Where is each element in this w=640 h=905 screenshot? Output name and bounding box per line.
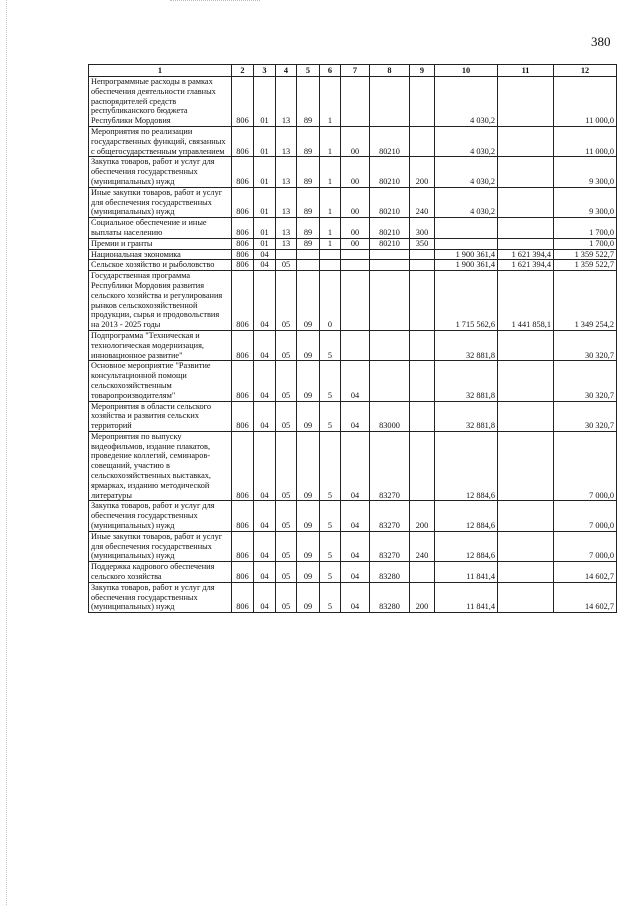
amount-col12-cell: 7 000,0 xyxy=(554,431,617,501)
table-row xyxy=(89,271,617,331)
activity-code-cell: 00 xyxy=(341,238,370,249)
direction-code-cell xyxy=(370,77,410,127)
direction-code-cell: 83280 xyxy=(370,582,410,612)
subprogram-code-cell: 5 xyxy=(320,401,341,431)
expense-type-cell xyxy=(410,330,435,360)
amount-col12-cell: 1 700,0 xyxy=(554,238,617,249)
row-name-cell: Закупка товаров, работ и услуг для обеспечения государственных (муниципальных) нужд xyxy=(89,501,232,531)
section-code-cell: 04 xyxy=(254,501,276,531)
column-header: 8 xyxy=(370,65,410,77)
activity-code-cell: 04 xyxy=(341,531,370,561)
activity-code-cell: 00 xyxy=(341,187,370,217)
direction-code-cell: 80210 xyxy=(370,238,410,249)
chapter-code-cell: 806 xyxy=(232,330,254,360)
program-code-cell xyxy=(297,260,320,271)
scan-edge-mark xyxy=(6,0,7,905)
chapter-code-cell: 806 xyxy=(232,260,254,271)
expense-type-cell xyxy=(410,260,435,271)
program-code-cell: 09 xyxy=(297,431,320,501)
section-code-cell: 04 xyxy=(254,249,276,260)
table-row xyxy=(89,330,617,360)
row-name-cell: Закупка товаров, работ и услуг для обеспечения государственных (муниципальных) нужд xyxy=(89,157,232,187)
amount-col10-cell: 32 881,8 xyxy=(435,361,498,401)
row-name-cell: Мероприятия по выпуску видеофильмов, издание плакатов, проведение коллегий, семинаров-совещаний, участию в сельскохозяйственных выставках, ярмарках, изданию методической литературы xyxy=(89,431,232,501)
activity-code-cell: 04 xyxy=(341,582,370,612)
amount-col11-cell xyxy=(498,238,554,249)
amount-col11-cell xyxy=(498,157,554,187)
expense-type-cell: 240 xyxy=(410,531,435,561)
activity-code-cell: 04 xyxy=(341,361,370,401)
amount-col12-cell: 1 349 254,2 xyxy=(554,271,617,331)
amount-col12-cell: 9 300,0 xyxy=(554,187,617,217)
subprogram-code-cell: 1 xyxy=(320,218,341,239)
table-row xyxy=(89,531,617,561)
table-row xyxy=(89,126,617,156)
table-row xyxy=(89,562,617,583)
amount-col10-cell xyxy=(435,238,498,249)
program-code-cell: 89 xyxy=(297,218,320,239)
amount-col11-cell: 1 621 394,4 xyxy=(498,260,554,271)
direction-code-cell: 83280 xyxy=(370,562,410,583)
direction-code-cell xyxy=(370,260,410,271)
section-code-cell: 04 xyxy=(254,271,276,331)
program-code-cell: 09 xyxy=(297,361,320,401)
program-code-cell: 89 xyxy=(297,157,320,187)
amount-col10-cell: 12 884,6 xyxy=(435,431,498,501)
direction-code-cell: 80210 xyxy=(370,218,410,239)
amount-col12-cell: 7 000,0 xyxy=(554,531,617,561)
amount-col12-cell: 9 300,0 xyxy=(554,157,617,187)
amount-col10-cell: 12 884,6 xyxy=(435,501,498,531)
subprogram-code-cell: 5 xyxy=(320,531,341,561)
subprogram-code-cell: 5 xyxy=(320,582,341,612)
chapter-code-cell: 806 xyxy=(232,401,254,431)
amount-col12-cell: 11 000,0 xyxy=(554,126,617,156)
row-name-cell: Мероприятия в области сельского хозяйства и развития сельских территорий xyxy=(89,401,232,431)
activity-code-cell: 00 xyxy=(341,157,370,187)
amount-col11-cell xyxy=(498,218,554,239)
amount-col12-cell: 1 359 522,7 xyxy=(554,249,617,260)
table-row xyxy=(89,218,617,239)
row-name-cell: Социальное обеспечение и иные выплаты населению xyxy=(89,218,232,239)
row-name-cell: Национальная экономика xyxy=(89,249,232,260)
subsection-code-cell: 13 xyxy=(276,238,297,249)
program-code-cell: 09 xyxy=(297,401,320,431)
row-name-cell: Премии и гранты xyxy=(89,238,232,249)
program-code-cell: 09 xyxy=(297,562,320,583)
section-code-cell: 04 xyxy=(254,582,276,612)
table-row xyxy=(89,361,617,401)
amount-col11-cell: 1 621 394,4 xyxy=(498,249,554,260)
row-name-cell: Поддержка кадрового обеспечения сельского хозяйства xyxy=(89,562,232,583)
table-row xyxy=(89,401,617,431)
subsection-code-cell: 13 xyxy=(276,77,297,127)
row-name-cell: Иные закупки товаров, работ и услуг для обеспечения государственных (муниципальных) нужд xyxy=(89,187,232,217)
activity-code-cell: 00 xyxy=(341,126,370,156)
row-name-cell: Государственная программа Республики Мордовия развития сельского хозяйства и регулирования рынков сельскохозяйственной продукции, сырья и продовольствия на 2013 - 2025 годы xyxy=(89,271,232,331)
activity-code-cell: 00 xyxy=(341,218,370,239)
subprogram-code-cell: 5 xyxy=(320,431,341,501)
row-name-cell: Основное мероприятие "Развитие консультационной помощи сельскохозяйственным товаропроизводителям" xyxy=(89,361,232,401)
row-name-cell: Подпрограмма "Техническая и технологическая модернизация, инновационное развитие" xyxy=(89,330,232,360)
program-code-cell: 89 xyxy=(297,77,320,127)
direction-code-cell xyxy=(370,330,410,360)
row-name-cell: Непрограммные расходы в рамках обеспечения деятельности главных распорядителей средств республиканского бюджета Республики Мордовия xyxy=(89,77,232,127)
row-name-cell: Закупка товаров, работ и услуг для обеспечения государственных (муниципальных) нужд xyxy=(89,582,232,612)
direction-code-cell: 80210 xyxy=(370,157,410,187)
amount-col11-cell: 1 441 858,1 xyxy=(498,271,554,331)
amount-col11-cell xyxy=(498,187,554,217)
subprogram-code-cell: 1 xyxy=(320,157,341,187)
amount-col11-cell xyxy=(498,582,554,612)
table-header-row xyxy=(89,65,617,77)
activity-code-cell xyxy=(341,271,370,331)
table-row xyxy=(89,582,617,612)
amount-col10-cell: 4 030,2 xyxy=(435,77,498,127)
expense-type-cell xyxy=(410,562,435,583)
amount-col10-cell: 4 030,2 xyxy=(435,157,498,187)
amount-col11-cell xyxy=(498,501,554,531)
amount-col10-cell: 11 841,4 xyxy=(435,562,498,583)
section-code-cell: 01 xyxy=(254,77,276,127)
program-code-cell: 89 xyxy=(297,238,320,249)
chapter-code-cell: 806 xyxy=(232,431,254,501)
chapter-code-cell: 806 xyxy=(232,126,254,156)
row-name-cell: Мероприятия по реализации государственных функций, связанных с общегосударственным управлением xyxy=(89,126,232,156)
subprogram-code-cell: 5 xyxy=(320,330,341,360)
expense-type-cell: 200 xyxy=(410,582,435,612)
amount-col10-cell: 4 030,2 xyxy=(435,126,498,156)
chapter-code-cell: 806 xyxy=(232,501,254,531)
column-header: 12 xyxy=(554,65,617,77)
direction-code-cell: 80210 xyxy=(370,126,410,156)
table-row xyxy=(89,431,617,501)
table-row xyxy=(89,77,617,127)
section-code-cell: 01 xyxy=(254,157,276,187)
amount-col10-cell: 12 884,6 xyxy=(435,531,498,561)
amount-col12-cell: 1 700,0 xyxy=(554,218,617,239)
direction-code-cell: 83270 xyxy=(370,431,410,501)
expense-type-cell: 350 xyxy=(410,238,435,249)
section-code-cell: 04 xyxy=(254,562,276,583)
subsection-code-cell: 13 xyxy=(276,157,297,187)
amount-col11-cell xyxy=(498,431,554,501)
amount-col12-cell: 14 602,7 xyxy=(554,582,617,612)
column-header: 7 xyxy=(341,65,370,77)
table-row xyxy=(89,157,617,187)
program-code-cell: 09 xyxy=(297,531,320,561)
amount-col11-cell xyxy=(498,401,554,431)
activity-code-cell xyxy=(341,77,370,127)
subsection-code-cell: 05 xyxy=(276,260,297,271)
chapter-code-cell: 806 xyxy=(232,271,254,331)
expense-type-cell: 300 xyxy=(410,218,435,239)
subsection-code-cell: 05 xyxy=(276,401,297,431)
subprogram-code-cell: 5 xyxy=(320,501,341,531)
amount-col10-cell: 4 030,2 xyxy=(435,187,498,217)
amount-col12-cell: 11 000,0 xyxy=(554,77,617,127)
amount-col11-cell xyxy=(498,330,554,360)
chapter-code-cell: 806 xyxy=(232,562,254,583)
subsection-code-cell: 13 xyxy=(276,126,297,156)
expense-type-cell xyxy=(410,401,435,431)
subsection-code-cell: 05 xyxy=(276,582,297,612)
expense-type-cell xyxy=(410,431,435,501)
column-header: 1 xyxy=(89,65,232,77)
direction-code-cell xyxy=(370,249,410,260)
program-code-cell: 09 xyxy=(297,271,320,331)
table-row xyxy=(89,249,617,260)
activity-code-cell: 04 xyxy=(341,401,370,431)
amount-col10-cell: 1 715 562,6 xyxy=(435,271,498,331)
subprogram-code-cell: 1 xyxy=(320,238,341,249)
subprogram-code-cell: 1 xyxy=(320,187,341,217)
amount-col10-cell xyxy=(435,218,498,239)
chapter-code-cell: 806 xyxy=(232,77,254,127)
direction-code-cell: 83270 xyxy=(370,531,410,561)
subprogram-code-cell: 1 xyxy=(320,126,341,156)
amount-col10-cell: 11 841,4 xyxy=(435,582,498,612)
program-code-cell: 89 xyxy=(297,126,320,156)
program-code-cell: 89 xyxy=(297,187,320,217)
row-name-cell: Сельское хозяйство и рыболовство xyxy=(89,260,232,271)
section-code-cell: 01 xyxy=(254,218,276,239)
subsection-code-cell: 13 xyxy=(276,218,297,239)
expense-type-cell xyxy=(410,126,435,156)
chapter-code-cell: 806 xyxy=(232,361,254,401)
section-code-cell: 04 xyxy=(254,531,276,561)
amount-col10-cell: 1 900 361,4 xyxy=(435,249,498,260)
amount-col12-cell: 1 359 522,7 xyxy=(554,260,617,271)
chapter-code-cell: 806 xyxy=(232,582,254,612)
column-header: 5 xyxy=(297,65,320,77)
column-header: 4 xyxy=(276,65,297,77)
subsection-code-cell: 05 xyxy=(276,531,297,561)
direction-code-cell xyxy=(370,361,410,401)
section-code-cell: 01 xyxy=(254,126,276,156)
program-code-cell: 09 xyxy=(297,501,320,531)
activity-code-cell xyxy=(341,249,370,260)
page-number: 380 xyxy=(591,34,611,49)
expense-type-cell xyxy=(410,249,435,260)
subprogram-code-cell: 0 xyxy=(320,271,341,331)
amount-col12-cell: 30 320,7 xyxy=(554,330,617,360)
chapter-code-cell: 806 xyxy=(232,531,254,561)
subsection-code-cell: 05 xyxy=(276,330,297,360)
amount-col12-cell: 30 320,7 xyxy=(554,401,617,431)
expense-type-cell xyxy=(410,271,435,331)
activity-code-cell: 04 xyxy=(341,501,370,531)
subprogram-code-cell: 1 xyxy=(320,77,341,127)
table-row xyxy=(89,187,617,217)
amount-col11-cell xyxy=(498,531,554,561)
column-header: 6 xyxy=(320,65,341,77)
expense-type-cell: 240 xyxy=(410,187,435,217)
section-code-cell: 04 xyxy=(254,401,276,431)
program-code-cell xyxy=(297,249,320,260)
subsection-code-cell: 05 xyxy=(276,431,297,501)
table-row xyxy=(89,238,617,249)
subprogram-code-cell xyxy=(320,249,341,260)
amount-col11-cell xyxy=(498,361,554,401)
chapter-code-cell: 806 xyxy=(232,238,254,249)
subsection-code-cell: 13 xyxy=(276,187,297,217)
amount-col10-cell: 32 881,8 xyxy=(435,330,498,360)
subsection-code-cell: 05 xyxy=(276,361,297,401)
column-header: 3 xyxy=(254,65,276,77)
section-code-cell: 04 xyxy=(254,431,276,501)
expense-type-cell: 200 xyxy=(410,157,435,187)
expense-type-cell xyxy=(410,361,435,401)
section-code-cell: 01 xyxy=(254,187,276,217)
section-code-cell: 01 xyxy=(254,238,276,249)
amount-col11-cell xyxy=(498,126,554,156)
chapter-code-cell: 806 xyxy=(232,157,254,187)
subprogram-code-cell: 5 xyxy=(320,361,341,401)
chapter-code-cell: 806 xyxy=(232,249,254,260)
direction-code-cell xyxy=(370,271,410,331)
chapter-code-cell: 806 xyxy=(232,218,254,239)
subprogram-code-cell: 5 xyxy=(320,562,341,583)
subsection-code-cell: 05 xyxy=(276,501,297,531)
expense-type-cell xyxy=(410,77,435,127)
section-code-cell: 04 xyxy=(254,361,276,401)
row-name-cell: Иные закупки товаров, работ и услуг для обеспечения государственных (муниципальных) нужд xyxy=(89,531,232,561)
chapter-code-cell: 806 xyxy=(232,187,254,217)
direction-code-cell: 83270 xyxy=(370,501,410,531)
program-code-cell: 09 xyxy=(297,582,320,612)
amount-col12-cell: 30 320,7 xyxy=(554,361,617,401)
subprogram-code-cell xyxy=(320,260,341,271)
amount-col12-cell: 7 000,0 xyxy=(554,501,617,531)
column-header: 11 xyxy=(498,65,554,77)
program-code-cell: 09 xyxy=(297,330,320,360)
scan-top-mark xyxy=(170,0,260,1)
direction-code-cell: 80210 xyxy=(370,187,410,217)
activity-code-cell: 04 xyxy=(341,431,370,501)
activity-code-cell: 04 xyxy=(341,562,370,583)
amount-col10-cell: 1 900 361,4 xyxy=(435,260,498,271)
column-header: 9 xyxy=(410,65,435,77)
expense-type-cell: 200 xyxy=(410,501,435,531)
budget-table xyxy=(88,64,617,613)
amount-col11-cell xyxy=(498,562,554,583)
subsection-code-cell xyxy=(276,249,297,260)
table-row xyxy=(89,501,617,531)
amount-col11-cell xyxy=(498,77,554,127)
column-header: 2 xyxy=(232,65,254,77)
activity-code-cell xyxy=(341,260,370,271)
direction-code-cell: 83000 xyxy=(370,401,410,431)
section-code-cell: 04 xyxy=(254,260,276,271)
column-header: 10 xyxy=(435,65,498,77)
activity-code-cell xyxy=(341,330,370,360)
amount-col10-cell: 32 881,8 xyxy=(435,401,498,431)
section-code-cell: 04 xyxy=(254,330,276,360)
table-row xyxy=(89,260,617,271)
amount-col12-cell: 14 602,7 xyxy=(554,562,617,583)
subsection-code-cell: 05 xyxy=(276,271,297,331)
table-body xyxy=(89,77,617,613)
subsection-code-cell: 05 xyxy=(276,562,297,583)
